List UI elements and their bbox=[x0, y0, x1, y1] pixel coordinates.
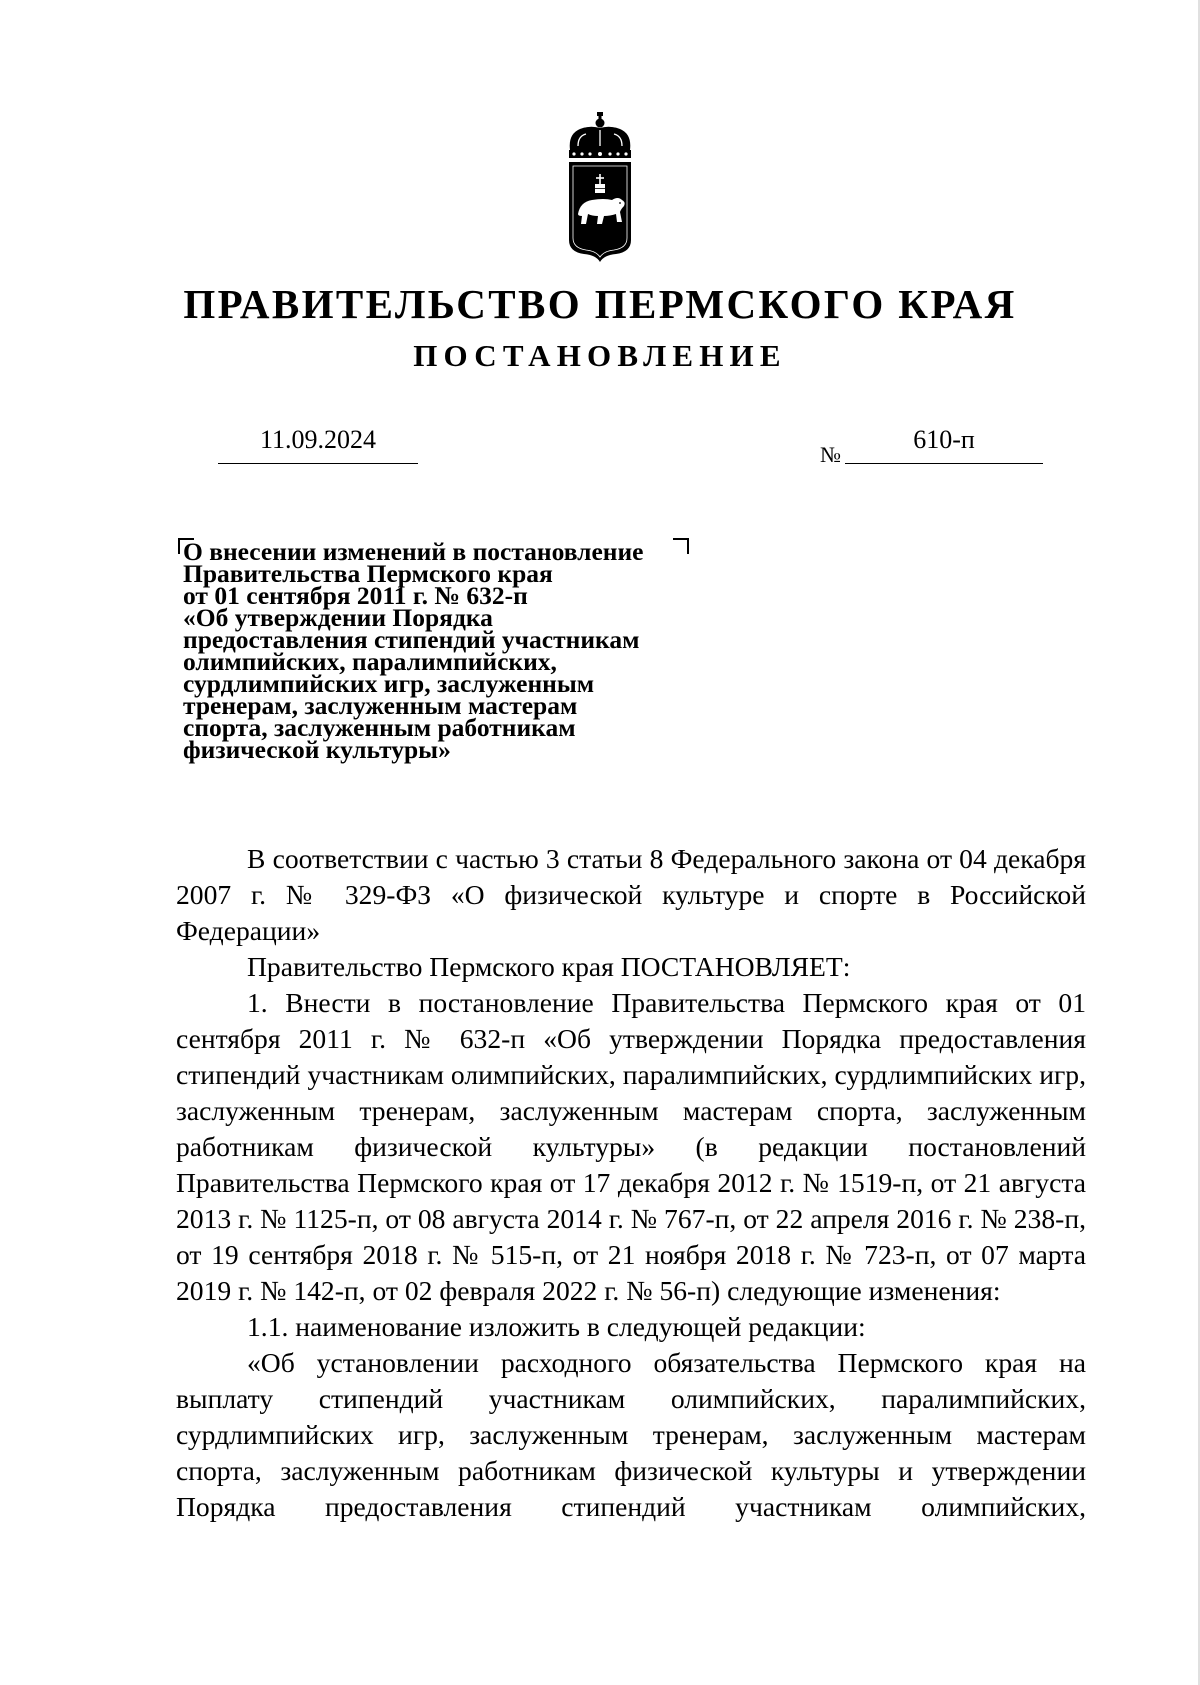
new-title-paragraph: «Об установлении расходного обязательства Пермского края на выплату стипендий участникам олимпийских, паралимпийских, сурдлимпийских игр, заслуженным тренерам, заслуженным мастерам спорта, заслуженным работникам физической культуры и утверждении Порядка предоставления стипендий участникам олимпийских, bbox=[176, 1347, 1086, 1522]
document-body bbox=[176, 841, 1086, 1525]
subject-line: предоставления стипендий участникам bbox=[183, 625, 640, 654]
date-field bbox=[218, 425, 418, 465]
crown-icon bbox=[569, 112, 631, 158]
document-number: 610-п bbox=[913, 425, 975, 454]
subject-line: сурдлимпийских игр, заслуженным bbox=[183, 669, 595, 698]
subject-line: Правительства Пермского края bbox=[183, 559, 553, 588]
subject-line: О внесении изменений в постановление bbox=[183, 537, 644, 566]
document-type: ПОСТАНОВЛЕНИЕ bbox=[413, 338, 787, 373]
document-date: 11.09.2024 bbox=[259, 425, 377, 454]
number-field bbox=[845, 425, 1043, 465]
document-subject bbox=[183, 537, 743, 764]
subject-line: «Об утверждении Порядка bbox=[183, 603, 493, 632]
perm-krai-coat-of-arms-icon bbox=[566, 112, 634, 264]
item-1-paragraph: 1. Внести в постановление Правительства Пермского края от 01 сентября 2011 г. № 632-п «Об утверждении Порядка предоставления стипендий участникам олимпийских, паралимпийских, сурдлимпийских игр, заслуженным тренерам, заслуженным мастерам спорта, заслуженным работникам физической культуры» (в редакции постановлений Правительства Пермского края от 17 декабря 2012 г. № 1519-п, от 21 августа 2013 г. № 1125-п, от 08 августа 2014 г. № 767-п, от 22 апреля 2016 г. № 238-п, от 19 сентября 2018 г. № 515-п, от 21 ноября 2018 г. № 723-п, от 07 марта 2019 г. № 142-п, от 02 февраля 2022 г. № 56-п) следующие изменения: bbox=[176, 987, 1086, 1306]
item-1-1-paragraph: 1.1. наименование изложить в следующей редакции: bbox=[247, 1311, 866, 1342]
subject-line: олимпийских, паралимпийских, bbox=[183, 647, 557, 676]
subject-line: тренерам, заслуженным мастерам bbox=[183, 691, 578, 720]
number-underline bbox=[845, 463, 1043, 464]
subject-line: физической культуры» bbox=[183, 735, 451, 764]
number-sign: № bbox=[820, 442, 841, 467]
government-title: ПРАВИТЕЛЬСТВО ПЕРМСКОГО КРАЯ bbox=[183, 281, 1017, 327]
date-underline bbox=[218, 463, 418, 464]
subject-line: спорта, заслуженным работникам bbox=[183, 713, 576, 742]
basis-paragraph: В соответствии с частью 3 статьи 8 Федерального закона от 04 декабря 2007 г. № 329-ФЗ «О физической культуре и спорте в Российской Федерации» bbox=[176, 843, 1086, 946]
resolves-paragraph: Правительство Пермского края ПОСТАНОВЛЯЕТ: bbox=[247, 951, 851, 982]
subject-line: от 01 сентября 2011 г. № 632-п bbox=[183, 581, 528, 610]
shield-icon bbox=[569, 162, 631, 262]
